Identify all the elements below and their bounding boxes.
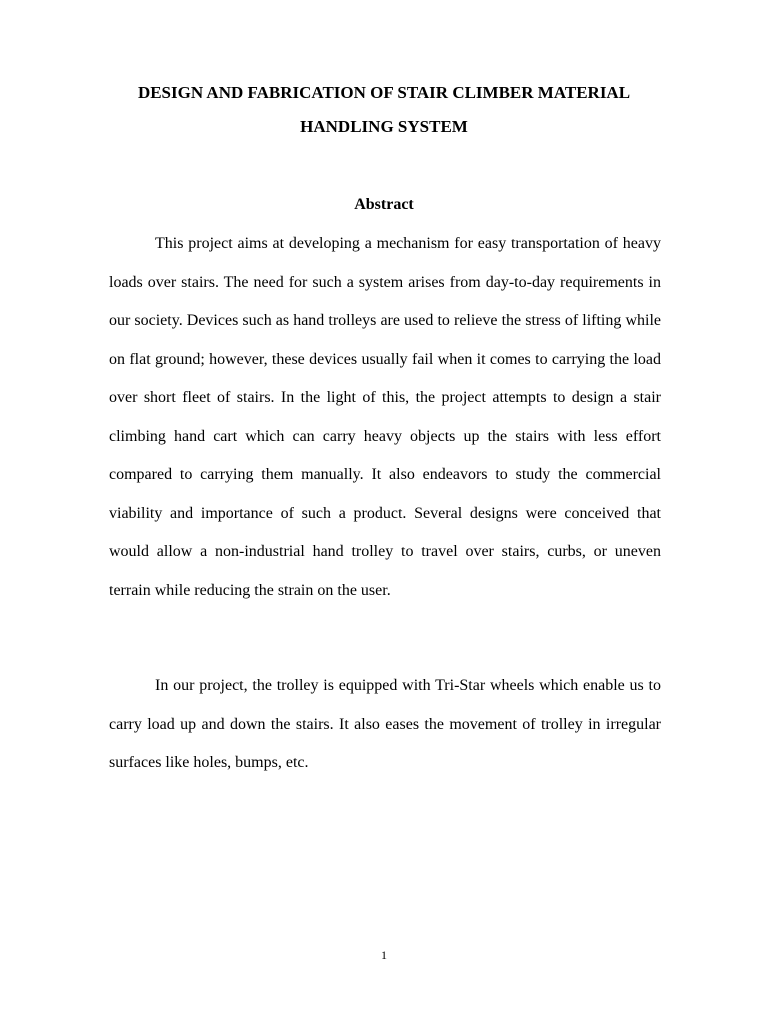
abstract-paragraph-1: This project aims at developing a mechanism for easy transportation of heavy loads over stairs. The need for such a system arises from day-to-day requirements in our society. Devices such as hand trolleys are used to relieve the stress of lifting while on flat ground; however, these devices usually fail when it comes to carrying the load over short fleet of stairs. In the light of this, the project attempts to design a stair climbing hand cart which can carry heavy objects up the stairs with less effort compared to carrying them manually. It also endeavors to study the commercial viability and importance of such a product. Several designs were conceived that would allow a non-industrial hand trolley to travel over stairs, curbs, or uneven terrain while reducing the strain on the user. [109, 235, 661, 599]
document-title: DESIGN AND FABRICATION OF STAIR CLIMBER MATERIAL HANDLING SYSTEM [137, 83, 631, 136]
abstract-paragraph-2: In our project, the trolley is equipped with Tri-Star wheels which enable us to carry load up and down the stairs. It also eases the movement of trolley in irregular surfaces like holes, bumps, etc. [109, 677, 661, 771]
page-number: 1 [381, 948, 387, 962]
abstract-heading: Abstract [354, 196, 414, 213]
